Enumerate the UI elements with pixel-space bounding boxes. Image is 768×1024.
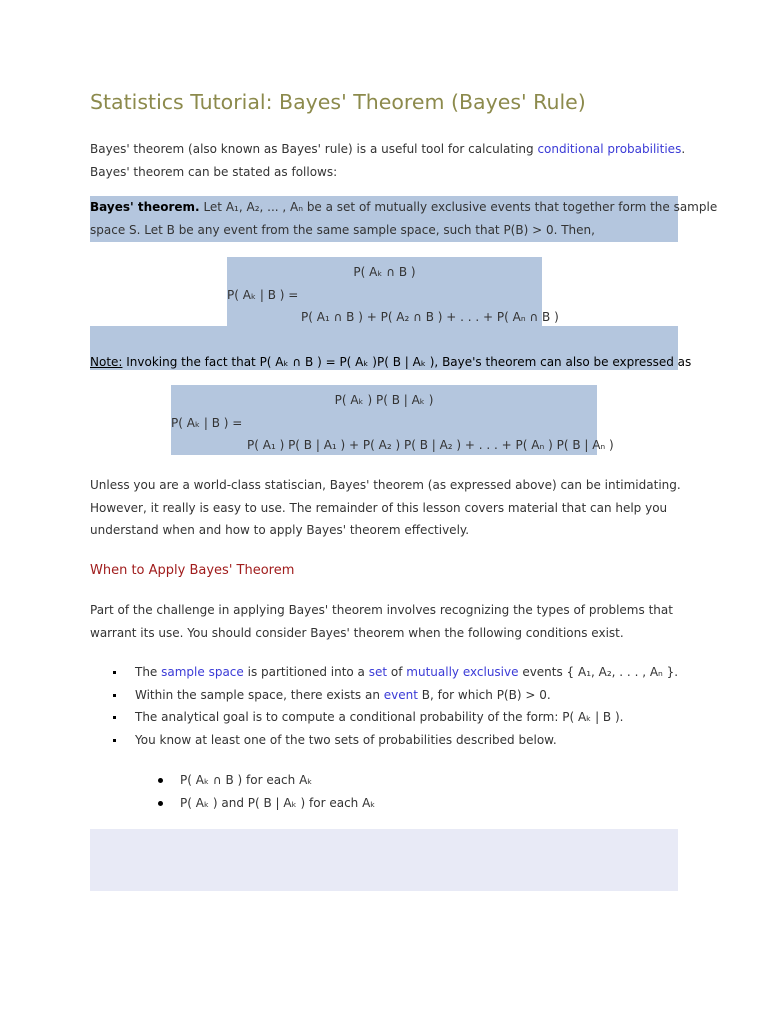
empty-content-box	[90, 829, 678, 891]
mutually-exclusive-link[interactable]: mutually exclusive	[406, 665, 519, 679]
list-item	[135, 661, 678, 684]
bullet-icon	[113, 694, 116, 697]
theorem-line-2: space S. Let B be any event from the same sample space, such that P(B) > 0. Then,	[90, 223, 595, 237]
note-label: Note:	[90, 355, 123, 369]
bullet-icon	[113, 739, 116, 742]
text: events { A₁, A₂, . . . , Aₙ }.	[518, 665, 679, 679]
page-title: Statistics Tutorial: Bayes' Theorem (Bayes' Rule)	[90, 90, 586, 114]
list-item	[135, 684, 678, 707]
intro-usage-paragraph	[90, 474, 690, 542]
theorem-band	[90, 196, 718, 242]
text: The	[135, 665, 162, 679]
event-link[interactable]: event	[383, 687, 418, 702]
conditions-intro-paragraph	[90, 599, 690, 644]
sample-space-link[interactable]: sample space	[161, 665, 244, 679]
note-band	[90, 326, 692, 370]
expanded-formula-numerator: P( Aₖ ) P( B | Aₖ )	[334, 393, 434, 407]
bayes-expanded-formula-box	[171, 385, 614, 455]
text: B, for which P(B) > 0.	[417, 687, 551, 702]
text: Within the sample space, there exists an	[135, 687, 384, 702]
intro-period: .	[681, 142, 686, 156]
text: P( Aₖ ∩ B ) for each Aₖ	[180, 773, 313, 787]
section-heading: When to Apply Bayes' Theorem	[90, 563, 295, 578]
text: P( Aₖ ) and P( B | Aₖ ) for each Aₖ	[180, 795, 376, 810]
set-link[interactable]: set	[368, 665, 388, 679]
para4-line-2: warrant its use. You should consider Bayes' theorem when the following conditions exist.	[90, 625, 624, 640]
bullet-icon	[158, 801, 163, 806]
text: is partitioned into a	[243, 665, 369, 679]
conditional-probabilities-link[interactable]: conditional probabilities	[537, 142, 682, 156]
bullet-icon	[113, 716, 116, 719]
text: of	[387, 665, 407, 679]
theorem-line-1: Let A₁, A₂, ... , Aₙ be a set of mutually exclusive events that together form the sample	[203, 200, 718, 214]
formula-lhs: P( Aₖ | B ) =	[227, 288, 299, 302]
theorem-bold-label: Bayes' theorem.	[90, 200, 200, 214]
intro-paragraph	[90, 138, 690, 183]
list-item	[180, 792, 375, 815]
expanded-formula-lhs: P( Aₖ | B ) =	[171, 416, 243, 430]
para4-line-1: Part of the challenge in applying Bayes' theorem involves recognizing the types of problems that	[90, 603, 673, 617]
para3-line-2: However, it really is easy to use. The remainder of this lesson covers material that can help you	[90, 500, 668, 515]
intro-text: Bayes' theorem (also known as Bayes' rule) is a useful tool for calculating	[90, 142, 538, 156]
formula-denominator: P( A₁ ∩ B ) + P( A₂ ∩ B ) + . . . + P( Aₙ ∩ B )	[301, 310, 559, 324]
text: The analytical goal is to compute a conditional probability of the form: P( Aₖ | B ).	[135, 710, 624, 724]
list-item	[135, 729, 678, 752]
formula-numerator: P( Aₖ ∩ B )	[353, 265, 416, 279]
conditions-list	[135, 661, 678, 751]
list-item	[180, 769, 375, 792]
text: You know at least one of the two sets of probabilities described below.	[135, 732, 557, 747]
para3-line-1: Unless you are a world-class statiscian, Bayes' theorem (as expressed above) can be intimidating.	[90, 478, 681, 492]
intro-text-2: Bayes' theorem can be stated as follows:	[90, 164, 338, 179]
probability-sets-list	[180, 769, 375, 814]
list-item	[135, 706, 678, 729]
para3-line-3: understand when and how to apply Bayes' theorem effectively.	[90, 523, 470, 537]
note-text: Invoking the fact that P( Aₖ ∩ B ) = P( Aₖ )P( B | Aₖ ), Baye's theorem can also be expressed as	[122, 355, 692, 369]
expanded-formula-denominator: P( A₁ ) P( B | A₁ ) + P( A₂ ) P( B | A₂ ) + . . . + P( Aₙ ) P( B | Aₙ )	[247, 438, 614, 452]
bullet-icon	[113, 671, 116, 674]
bayes-formula-box	[227, 257, 559, 327]
bullet-icon	[158, 778, 163, 783]
